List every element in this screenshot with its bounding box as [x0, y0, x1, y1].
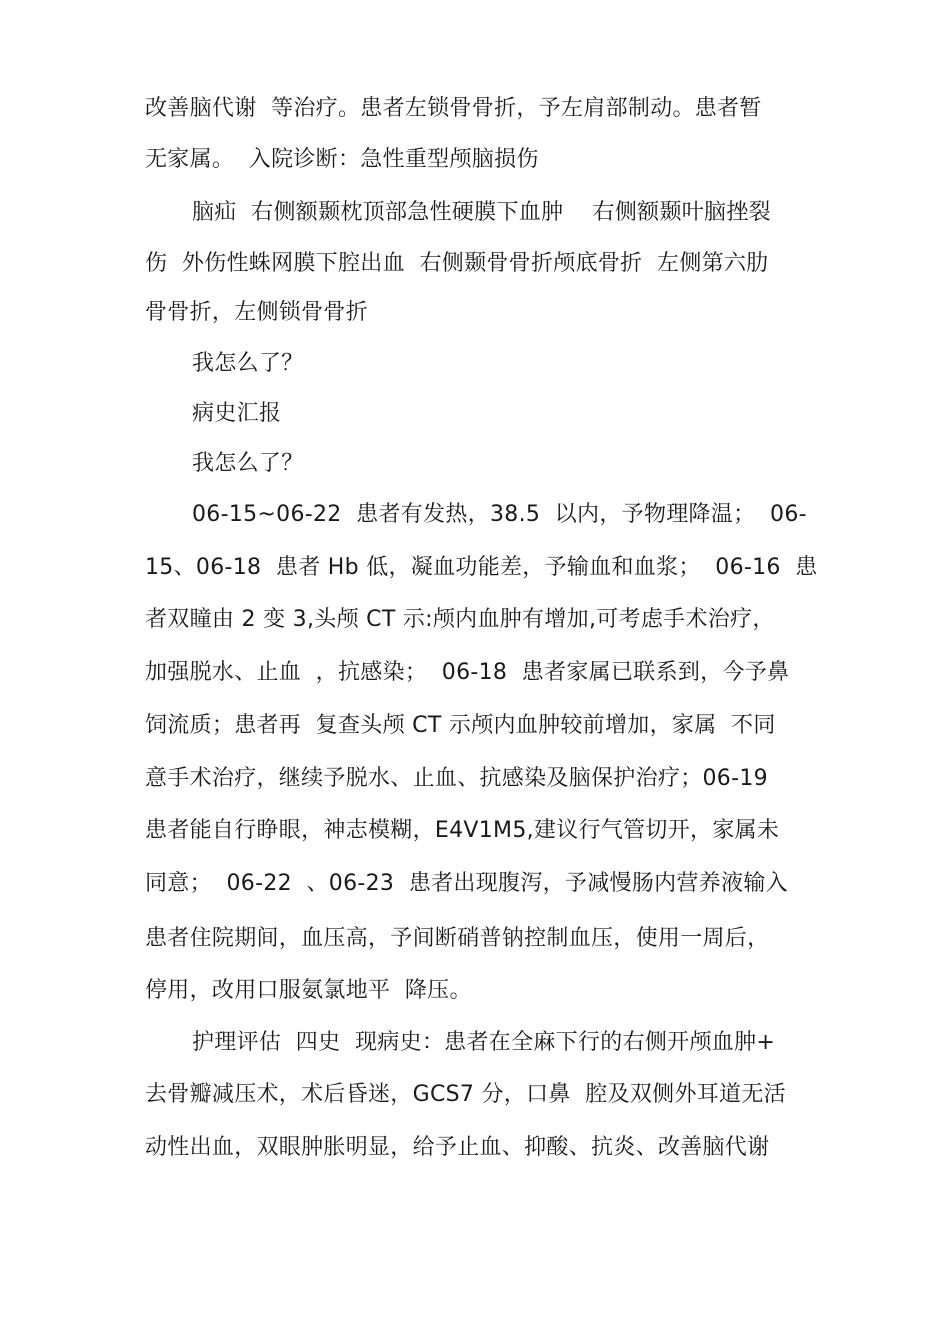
text-line: 者双瞳由 2 变 3,头颅 CT 示:颅内血肿有增加,可考虑手术治疗， — [145, 607, 775, 632]
text-line: 骨骨折，左侧锁骨骨折 — [145, 300, 369, 325]
text-line: 改善脑代谢 等治疗。患者左锁骨骨折，予左肩部制动。患者暂 — [145, 96, 762, 121]
text-line: 我怎么了？ — [192, 351, 304, 376]
text-line: 伤 外伤性蛛网膜下腔出血 右侧颞骨骨折颅底骨折 左侧第六肋 — [145, 251, 769, 276]
text-line: 意手术治疗，继续予脱水、止血、抗感染及脑保护治疗；06-19 — [145, 766, 768, 791]
text-line: 脑疝 右侧额颞枕顶部急性硬膜下血肿 右侧额颞叶脑挫裂 — [192, 200, 771, 225]
text-line: 我怎么了？ — [192, 451, 304, 476]
text-line: 无家属。 入院诊断：急性重型颅脑损伤 — [145, 147, 539, 172]
text-line: 15、06-18 患者 Hb 低，凝血功能差，予输血和血浆； 06-16 患 — [145, 555, 818, 580]
text-line: 同意； 06-22 、06-23 患者出现腹泻，予减慢肠内营养液输入 — [145, 871, 788, 896]
text-line: 去骨瓣减压术，术后昏迷，GCS7 分，口鼻 腔及双侧外耳道无活 — [145, 1082, 786, 1107]
text-line: 患者住院期间，血压高，予间断硝普钠控制血压，使用一周后， — [145, 926, 770, 951]
text-line: 加强脱水、止血 ，抗感染； 06-18 患者家属已联系到，今予鼻 — [145, 660, 790, 685]
text-line: 动性出血，双眼肿胀明显，给予止血、抑酸、抗炎、改善脑代谢 — [145, 1135, 770, 1160]
text-line: 停用，改用口服氨氯地平 降压。 — [145, 978, 472, 1003]
text-line: 饲流质；患者再 复查头颅 CT 示颅内血肿较前增加，家属 不同 — [145, 713, 776, 738]
text-line: 病史汇报 — [192, 401, 282, 426]
text-line: 患者能自行睁眼，神志模糊，E4V1M5,建议行气管切开，家属未 — [145, 818, 780, 843]
text-line: 护理评估 四史 现病史：患者在全麻下行的右侧开颅血肿+ — [192, 1030, 776, 1055]
text-line: 06-15~06-22 患者有发热，38.5 以内，予物理降温； 06- — [192, 502, 807, 527]
